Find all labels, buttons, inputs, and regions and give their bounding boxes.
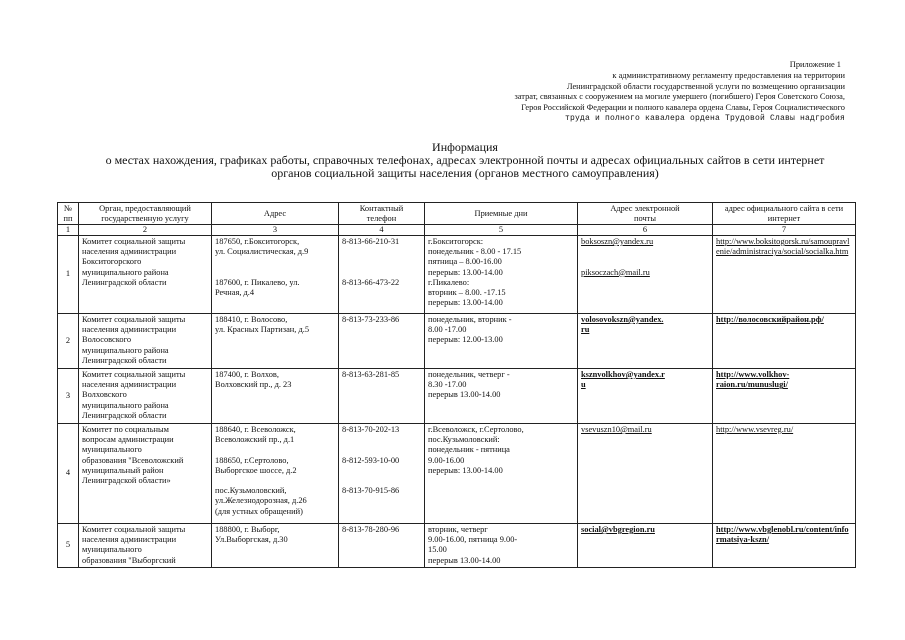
- website-cell: [713, 524, 856, 568]
- website-cell: [713, 424, 856, 524]
- phone-cell-line: 8-813-66-473-22: [342, 277, 400, 287]
- appendix-line: труда и полного кавалера ордена Трудовой Славы надгробия: [564, 113, 845, 123]
- phone-cell-line: [342, 466, 421, 476]
- address-cell-line: ул. Социалистическая, д.9: [215, 247, 309, 257]
- phone-cell: [339, 524, 425, 568]
- reception-days-cell-line: вторник, четверг: [428, 525, 488, 534]
- header-address: Адрес: [212, 203, 339, 225]
- phone-cell-line: 8-813-70-202-13: [342, 425, 400, 434]
- appendix-line: Приложение 1: [789, 60, 841, 69]
- reception-days-cell-line: перерыв 13.00-14.00: [428, 390, 501, 400]
- table-column-numbers-row: [58, 225, 856, 236]
- address-cell-line: [215, 257, 335, 267]
- reception-days-cell-line: 9.00-16.00: [428, 455, 465, 465]
- organ-cell-line: Ленинградской области: [82, 355, 167, 365]
- phone-cell-line: [342, 257, 421, 267]
- organ-cell-line: Комитет по социальным: [82, 425, 169, 434]
- address-cell-line: пос.Кузьмоловский,: [215, 486, 287, 496]
- address-cell-line: [215, 476, 335, 486]
- appendix-line: Героя Российской Федерации и полного кавалера ордена Славы, Героя Социалистического: [521, 103, 845, 113]
- address-cell: [212, 236, 339, 314]
- appendix-line: затрат, связанных с сооружением на могиле умершего (погибшего) Героя Советского Союза,: [514, 92, 845, 102]
- phone-cell-line: [342, 435, 421, 445]
- column-number: 2: [79, 225, 212, 236]
- address-cell: [212, 424, 339, 524]
- row-number: 2: [58, 314, 79, 369]
- website-cell: [713, 236, 856, 314]
- website-cell: [713, 369, 856, 424]
- organ-cell: [79, 236, 212, 314]
- table-body: [58, 236, 856, 568]
- table-row: [58, 236, 856, 314]
- website-cell-link[interactable]: rmatsiya-kszn/: [716, 535, 770, 545]
- website-cell-link[interactable]: http://www.volkhov-: [716, 370, 790, 379]
- document-title: Информация: [432, 140, 498, 154]
- document-subtitle: о местах нахождения, графиках работы, справочных телефонах, адресах электронной почты и адресах официальных сайтов в сети интернет: [105, 153, 825, 168]
- address-cell-line: ул. Красных Партизан, д.5: [215, 325, 310, 335]
- table-row: [58, 424, 856, 524]
- row-number: 5: [58, 524, 79, 568]
- reception-days-cell-line: 8.30 -17.00: [428, 380, 467, 390]
- email-cell-link[interactable]: ru: [581, 325, 590, 335]
- organ-cell-line: Комитет социальной защиты: [82, 315, 186, 324]
- organ-cell-line: Комитет социальной защиты: [82, 237, 186, 246]
- email-cell-link[interactable]: piksoczach@mail.ru: [581, 267, 650, 277]
- reception-days-cell-line: г.Всеволожск, г.Сертолово,: [428, 425, 524, 434]
- header-phone: Контактный телефон: [339, 203, 425, 225]
- address-cell-line: 188800, г. Выборг,: [215, 525, 280, 534]
- email-cell: [578, 236, 713, 314]
- reception-days-cell-line: г.Бокситогорск:: [428, 237, 484, 246]
- appendix-line: к административному регламенту предоставления на территории: [612, 70, 845, 80]
- organ-cell-line: Комитет социальной защиты: [82, 525, 186, 534]
- column-number: 7: [713, 225, 856, 236]
- reception-days-cell-line: г.Пикалево:: [428, 277, 470, 287]
- phone-cell: [339, 369, 425, 424]
- header-organ: Орган, предоставляющий государственную услугу: [79, 203, 212, 225]
- spacer: [581, 247, 709, 257]
- address-cell: [212, 369, 339, 424]
- organ-cell-line: муниципального: [82, 445, 142, 455]
- email-cell-link[interactable]: boksoszn@yandex.ru: [581, 237, 654, 246]
- organ-cell-line: Волосовского: [82, 335, 132, 345]
- phone-cell-line: 8-813-78-280-96: [342, 525, 400, 534]
- address-cell: [212, 314, 339, 369]
- phone-cell-line: 8-813-73-233-86: [342, 315, 400, 324]
- organ-cell-line: Ленинградской области: [82, 277, 167, 287]
- row-number: 4: [58, 424, 79, 524]
- phone-cell-line: 8-813-66-210-31: [342, 237, 400, 246]
- reception-days-cell-line: 15.00: [428, 545, 447, 555]
- table-row: [58, 524, 856, 568]
- table-header-row: [58, 203, 856, 225]
- email-cell-link[interactable]: volosovokszn@yandex.: [581, 315, 664, 324]
- row-number: 3: [58, 369, 79, 424]
- address-cell-line: 187600, г. Пикалево, ул.: [215, 277, 300, 287]
- reception-days-cell: [425, 369, 578, 424]
- address-cell-line: [215, 268, 335, 278]
- reception-days-cell-line: перерыв: 12.00-13.00: [428, 335, 503, 345]
- website-cell-link[interactable]: http://волосовскийрайон.рф/: [716, 315, 824, 324]
- phone-cell-line: 8-813-70-915-86: [342, 486, 400, 496]
- organ-cell-line: населения администрации: [82, 535, 177, 545]
- phone-cell: [339, 236, 425, 314]
- address-cell-line: Волховский пр., д. 23: [215, 380, 292, 390]
- organ-cell-line: Бокситогорского: [82, 257, 142, 267]
- organ-cell-line: муниципального района: [82, 267, 169, 277]
- column-number: 6: [578, 225, 713, 236]
- address-cell-line: Выборгское шоссе, д.2: [215, 465, 297, 475]
- column-number: 4: [339, 225, 425, 236]
- header-email: Адрес электронной почты: [578, 203, 713, 225]
- website-cell: [713, 314, 856, 369]
- email-cell: [578, 369, 713, 424]
- address-cell-line: 187400, г. Волхов,: [215, 370, 279, 379]
- header-num: № пп: [58, 203, 79, 225]
- reception-days-cell: [425, 524, 578, 568]
- column-number: 3: [212, 225, 339, 236]
- phone-cell: [339, 314, 425, 369]
- header-days: Приемные дни: [425, 203, 578, 225]
- reception-days-cell-line: перерыв: 13.00-14.00: [428, 298, 503, 308]
- address-cell-line: 188640, г. Всеволожск,: [215, 425, 296, 434]
- appendix-line: Ленинградской области государственной услуги по возмещению организации: [566, 81, 845, 91]
- reception-days-cell-line: пос.Кузьмоловский:: [428, 435, 500, 445]
- reception-days-cell-line: вторник – 8.00. -17.15: [428, 288, 506, 298]
- phone-cell-line: [342, 476, 421, 486]
- organ-cell-line: муниципального района: [82, 400, 169, 410]
- email-cell: [578, 524, 713, 568]
- organ-cell-line: муниципального района: [82, 345, 169, 355]
- organ-cell-line: Волховского: [82, 390, 127, 400]
- phone-cell-line: 8-812-593-10-00: [342, 455, 400, 465]
- reception-days-cell-line: пятница – 8.00-16.00: [428, 257, 502, 267]
- email-cell-link[interactable]: u: [581, 380, 586, 390]
- website-cell-link[interactable]: enie/administraciya/social/socialka.htm: [716, 247, 849, 257]
- row-number: 1: [58, 236, 79, 314]
- organ-cell: [79, 524, 212, 568]
- reception-days-cell-line: перерыв: 13.00-14.00: [428, 267, 503, 277]
- website-cell-link[interactable]: raion.ru/munuslugi/: [716, 380, 788, 390]
- address-cell-line: (для устных обращений): [215, 506, 303, 516]
- offices-table: [57, 202, 856, 568]
- address-cell-line: ул.Железнодорозная, д.26: [215, 496, 307, 506]
- organ-cell-line: Ленинградской области»: [82, 476, 171, 486]
- website-cell-link[interactable]: http://www.boksitogorsk.ru/samoupravl: [716, 237, 850, 246]
- header-site: адрес официального сайта в сети интернет: [713, 203, 856, 225]
- organ-cell-line: Ленинградской области: [82, 410, 167, 420]
- reception-days-cell-line: перерыв: 13.00-14.00: [428, 465, 503, 475]
- email-cell: [578, 314, 713, 369]
- email-cell: [578, 424, 713, 524]
- reception-days-cell: [425, 236, 578, 314]
- reception-days-cell-line: 9.00-16.00, пятница 9.00-: [428, 535, 518, 545]
- column-number: 5: [425, 225, 578, 236]
- organ-cell: [79, 424, 212, 524]
- address-cell-line: [215, 445, 335, 455]
- organ-cell-line: населения администрации: [82, 380, 177, 390]
- reception-days-cell-line: понедельник, вторник -: [428, 315, 512, 324]
- address-cell-line: Речная, д.4: [215, 287, 255, 297]
- phone-cell-line: [342, 268, 421, 278]
- organ-cell-line: вопросам администрации: [82, 435, 174, 445]
- address-cell-line: 188410, г. Волосово,: [215, 315, 288, 324]
- email-cell-link[interactable]: ksznvolkhov@yandex.r: [581, 370, 665, 379]
- website-cell-link[interactable]: http://www.vbglenobl.ru/content/info: [716, 525, 849, 534]
- column-number: 1: [58, 225, 79, 236]
- address-cell: [212, 524, 339, 568]
- organ-cell-line: муниципальный район: [82, 465, 164, 475]
- organ-cell-line: образования "Всеволожский: [82, 455, 184, 465]
- address-cell-line: Всеволожский пр., д.1: [215, 435, 295, 445]
- reception-days-cell-line: понедельник - пятница: [428, 445, 510, 455]
- reception-days-cell: [425, 314, 578, 369]
- address-cell-line: 188650, г.Сертолово,: [215, 455, 289, 465]
- organ-cell: [79, 369, 212, 424]
- organ-cell: [79, 314, 212, 369]
- phone-cell: [339, 424, 425, 524]
- reception-days-cell-line: понедельник - 8.00 - 17.15: [428, 247, 522, 257]
- email-cell-link[interactable]: vsevuszn10@mail.ru: [581, 425, 652, 434]
- reception-days-cell-line: понедельник, четверг -: [428, 370, 510, 379]
- phone-cell-line: 8-813-63-281-85: [342, 370, 400, 379]
- organ-cell-line: образования "Выборгский: [82, 555, 176, 565]
- spacer: [581, 257, 709, 267]
- phone-cell-line: [342, 247, 421, 257]
- document-subtitle: органов социальной защиты населения (органов местного самоуправления): [271, 166, 659, 181]
- table-row: [58, 369, 856, 424]
- document-heading: [40, 141, 890, 181]
- address-cell-line: 187650, г.Бокситогорск,: [215, 237, 300, 246]
- organ-cell-line: муниципального: [82, 545, 142, 555]
- reception-days-cell-line: перерыв 13.00-14.00: [428, 555, 501, 565]
- email-cell-link[interactable]: social@vbgregion.ru: [581, 525, 655, 534]
- reception-days-cell: [425, 424, 578, 524]
- website-cell-link[interactable]: http://www.vsevreg.ru/: [716, 425, 794, 434]
- organ-cell-line: Комитет социальной защиты: [82, 370, 186, 379]
- reception-days-cell-line: 8.00 -17.00: [428, 325, 467, 335]
- organ-cell-line: населения администрации: [82, 247, 177, 257]
- table-row: [58, 314, 856, 369]
- organ-cell-line: населения администрации: [82, 325, 177, 335]
- appendix-block: [420, 60, 845, 125]
- phone-cell-line: [342, 445, 421, 455]
- address-cell-line: Ул.Выборгская, д.30: [215, 535, 288, 545]
